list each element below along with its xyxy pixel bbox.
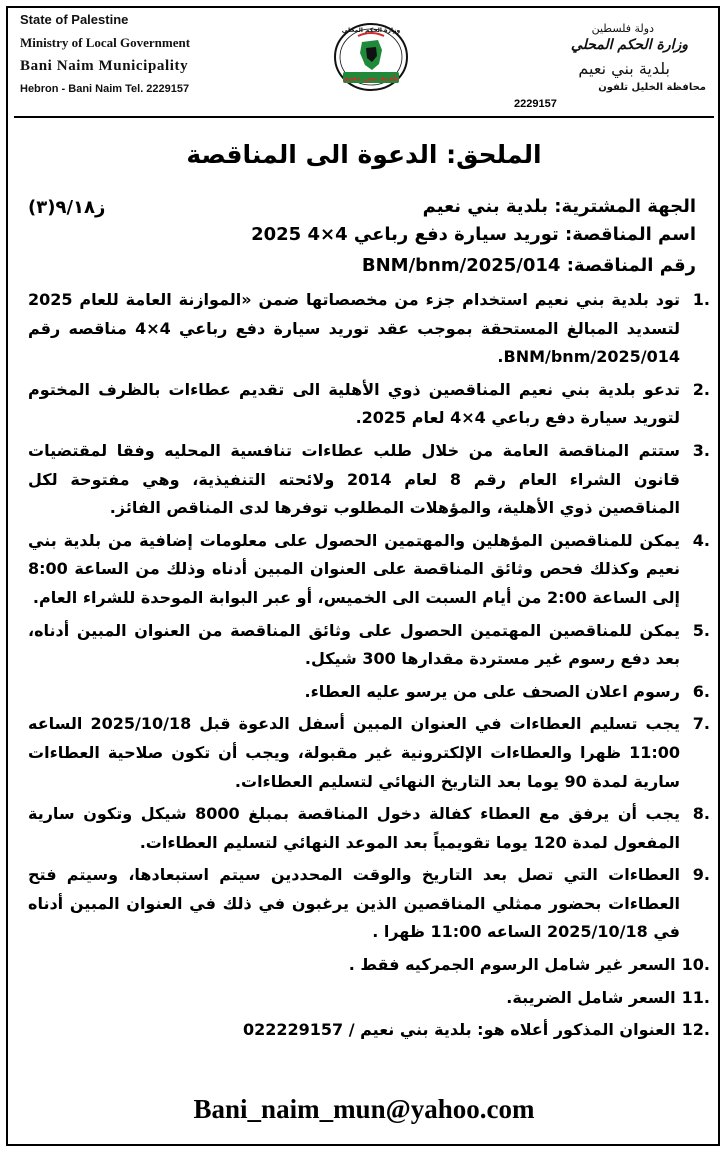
tender-number: رقم المناقصة: 014/BNM/bnm/2025 xyxy=(361,255,696,276)
purchasing-entity: الجهة المشترية: بلدية بني نعيم xyxy=(422,196,696,217)
header-divider xyxy=(14,116,714,118)
list-item-number: 1. xyxy=(692,290,710,309)
list-item-number: 9. xyxy=(692,865,710,885)
list-item-text: رسوم اعلان الصحف على من يرسو عليه العطاء. xyxy=(304,681,680,701)
ministry-name-ar: وزارة الحكم المحلي xyxy=(570,37,688,53)
list-item-number: 12. xyxy=(681,1020,710,1040)
address-en: Hebron - Bani Naim Tel. 2229157 xyxy=(20,83,190,95)
list-item-number: 7. xyxy=(692,714,710,734)
list-item xyxy=(28,678,710,707)
list-item-text: السعر غير شامل الرسوم الجمركيه فقط . xyxy=(348,955,676,975)
list-item-text: يجب تسليم العطاءات في العنوان المبين أسفل الدعوة قبل 2025/10/18 الساعه 11:00 ظهرا والعطاءات الإلكترونية غير مقبولة، ويجب أن تكون صلاحية العطاءات سارية لمدة 90 يوما بعد التاريخ النهائي لتسليم العطاءات. xyxy=(28,714,681,791)
list-item xyxy=(28,376,710,433)
list-item xyxy=(28,437,710,523)
list-item-number: 5. xyxy=(692,620,710,640)
state-name-ar: دولة فلسطين xyxy=(591,22,654,35)
state-name-en: State of Palestine xyxy=(20,12,129,27)
list-item-text: يمكن للمناقصين المهتمين الحصول على وثائق المناقصة من العنوان المبين أدناه، بعد دفع رسوم غير مستردة مقدارها 300 شيكل. xyxy=(28,620,680,669)
list-item-number: 6. xyxy=(692,681,710,701)
reference-code: ز٩/١٨(٣) xyxy=(28,197,106,218)
list-item-text: يجب أن يرفق مع العطاء كفالة دخول المناقصة بمبلغ 8000 شيكل وتكون سارية المفعول لمدة 120 يوما تقويمياً بعد الموعد النهائي لتسليم العطاءات. xyxy=(28,804,680,852)
list-item xyxy=(28,286,710,372)
list-item xyxy=(28,951,710,980)
list-item-text: تود بلدية بني نعيم استخدام جزء من مخصصاتها ضمن «الموازنة العامة للعام 2025 لتسديد المبالغ المستحقة بموجب عقد توريد سيارة دفع رباعي 4×4 مناقصه رقم 014/BNM/bnm/2025. xyxy=(28,290,681,367)
list-item-text: السعر شامل الضريبة. xyxy=(506,987,676,1007)
list-item xyxy=(28,984,710,1013)
tender-conditions-list xyxy=(28,286,710,1049)
list-item-number: 10. xyxy=(681,955,710,975)
letterhead-english xyxy=(20,12,190,95)
list-item-number: 4. xyxy=(692,530,710,550)
list-item xyxy=(28,861,710,947)
phone-ar: 2229157 xyxy=(514,98,557,110)
list-item-text: العطاءات التي تصل بعد التاريخ والوقت المحددين سيتم استبعادها، وسيتم فتح العطاءات بحضور ممثلي المناقصين الذين يرغبون في ذلك في العنوان المبين أدناه في 2025/10/18 الساعه 11:00 ظهرا . xyxy=(28,865,680,942)
list-item-text: تدعو بلدية بني نعيم المناقصين ذوي الأهلية الى تقديم عطاءات بالظرف المختوم لتوريد سيارة دفع رباعي 4×4 لعام 2025. xyxy=(28,379,680,428)
list-item-number: 2. xyxy=(692,379,710,399)
logo-top-text: وزارة الحكم المحلي xyxy=(341,27,401,34)
list-item-text: يمكن للمناقصين المؤهلين والمهتمين الحصول على معلومات إضافية من بلدية بني نعيم وكذلك فحص وثائق المناقصة على العنوان المبين أدناه وذلك من الساعة 8:00 إلى الساعة 2:00 من أيام السبت الى الخميس، أو عبر البوابة الموحدة للشراء العام. xyxy=(28,530,680,607)
municipality-name-ar: بلدية بني نعيم xyxy=(578,59,670,78)
municipality-name-en: Bani Naim Municipality xyxy=(20,58,189,74)
list-item-text: العنوان المذكور أعلاه هو: بلدية بني نعيم / 022229157 xyxy=(242,1020,676,1040)
tender-name: اسم المناقصة: توريد سيارة دفع رباعي 4×4 2025 xyxy=(251,224,696,245)
logo-bottom-text: بلدية بني نعيم xyxy=(343,73,399,83)
list-item xyxy=(28,617,710,674)
list-item xyxy=(28,710,710,796)
letterhead-arabic xyxy=(571,22,706,93)
list-item-text: ستتم المناقصة العامة من خلال طلب عطاءات تنافسية المحليه وفقا لمقتضيات قانون الشراء العام رقم 8 لعام 2014 ولائحته التنفيذية، وهي مفتوحة لكل المناقصين ذوي الأهلية، والمؤهلات المطلوب توفرها لدى المناقص الفائز. xyxy=(28,440,681,518)
list-item-number: 3. xyxy=(692,440,710,460)
list-item xyxy=(28,1016,710,1045)
list-item-number: 8. xyxy=(692,804,710,824)
list-item xyxy=(28,527,710,613)
list-item-number: 11. xyxy=(681,987,710,1007)
municipality-logo xyxy=(332,20,410,92)
governorate-ar: محافظة الخليل تلفون xyxy=(598,82,706,93)
page-title: الملحق: الدعوة الى المناقصة xyxy=(186,140,542,169)
ministry-name-en: Ministry of Local Government xyxy=(20,35,191,50)
contact-email: Bani_naim_mun@yahoo.com xyxy=(193,1094,535,1124)
list-item xyxy=(28,800,710,857)
